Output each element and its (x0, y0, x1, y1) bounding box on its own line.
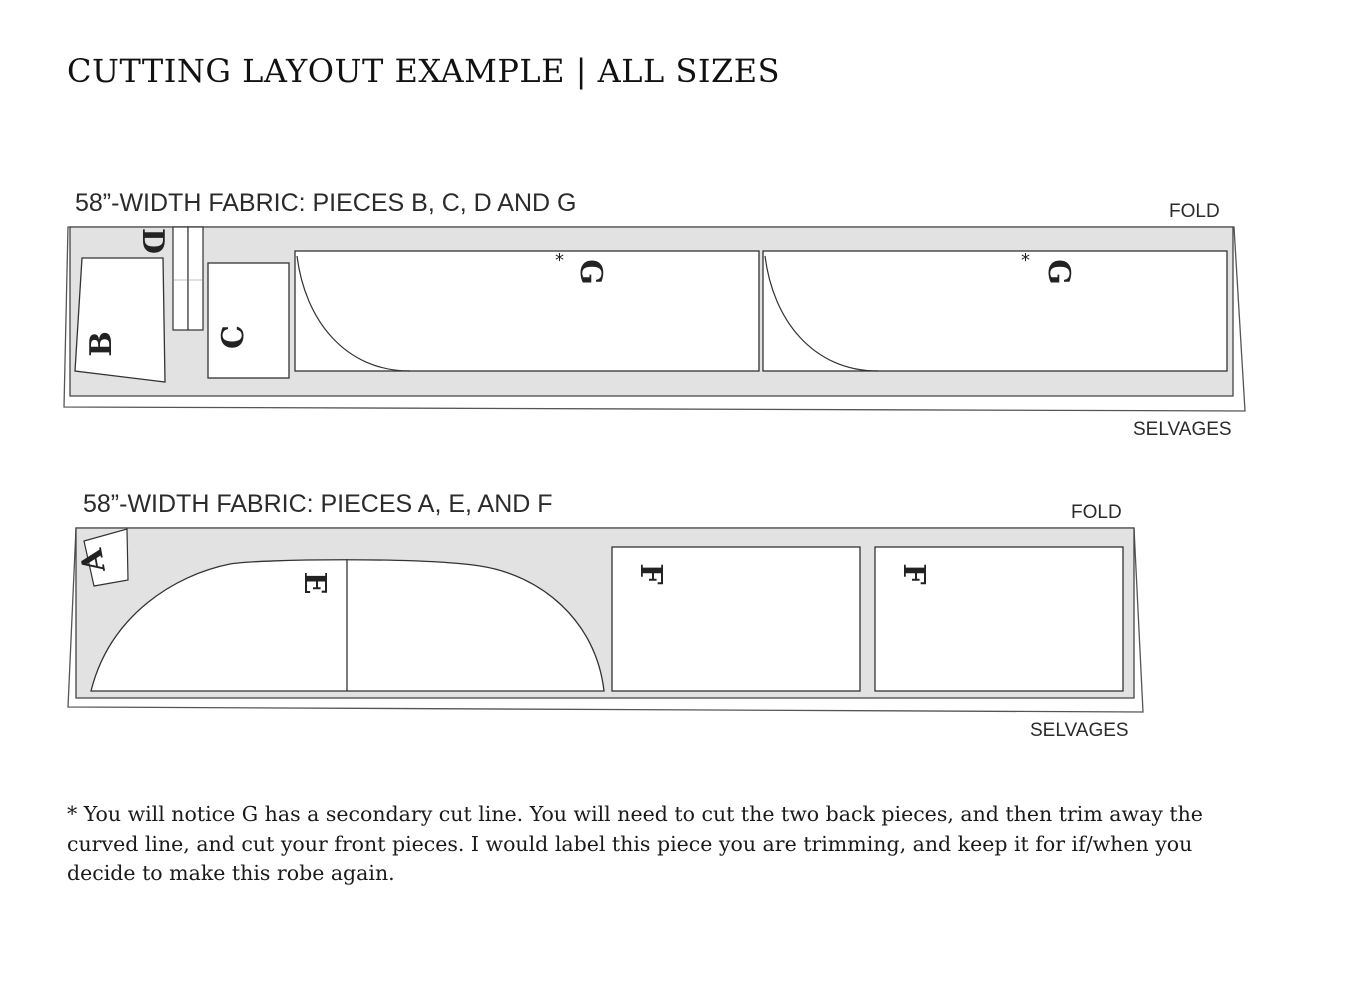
layout-1-selvages-label: SELVAGES (1133, 419, 1232, 440)
layout-2-title: 58”-WIDTH FABRIC: PIECES A, E, AND F (83, 490, 553, 518)
layout-2-selvages-label: SELVAGES (1030, 720, 1129, 741)
piece-g-2 (763, 250, 1227, 371)
layout-2-fold-label: FOLD (1071, 502, 1122, 523)
piece-g-1 (295, 250, 759, 371)
piece-f-1 (612, 547, 860, 691)
piece-b-label: B (84, 331, 119, 357)
piece-a-label: A (74, 546, 113, 576)
piece-e-label: E (297, 571, 332, 595)
page-title: CUTTING LAYOUT EXAMPLE | ALL SIZES (67, 52, 781, 90)
piece-g-1-label: G (573, 259, 608, 285)
layout-1 (64, 189, 1245, 440)
piece-b (75, 258, 165, 382)
piece-c-label: C (216, 325, 251, 349)
piece-f-2-label: F (896, 563, 931, 585)
layout-1-title: 58”-WIDTH FABRIC: PIECES B, C, D AND G (75, 189, 577, 217)
piece-g-2-label: G (1041, 259, 1076, 285)
piece-d-label: D (135, 227, 170, 255)
layout-2 (68, 490, 1143, 741)
piece-f-1-label: F (633, 563, 668, 585)
piece-g-2-marker: * (1021, 250, 1030, 271)
piece-g-1-marker: * (555, 250, 564, 271)
piece-d-strips (173, 227, 203, 330)
piece-c (208, 263, 289, 378)
layout-1-fold-label: FOLD (1169, 201, 1220, 222)
footnote: * You will notice G has a secondary cut line. You will need to cut the two back pieces, and then trim away the curved line, and cut your front pieces. I would label this piece you are trimming, and keep it for if/when you decide to make this robe again. (67, 802, 1203, 885)
piece-f-2 (875, 547, 1123, 691)
